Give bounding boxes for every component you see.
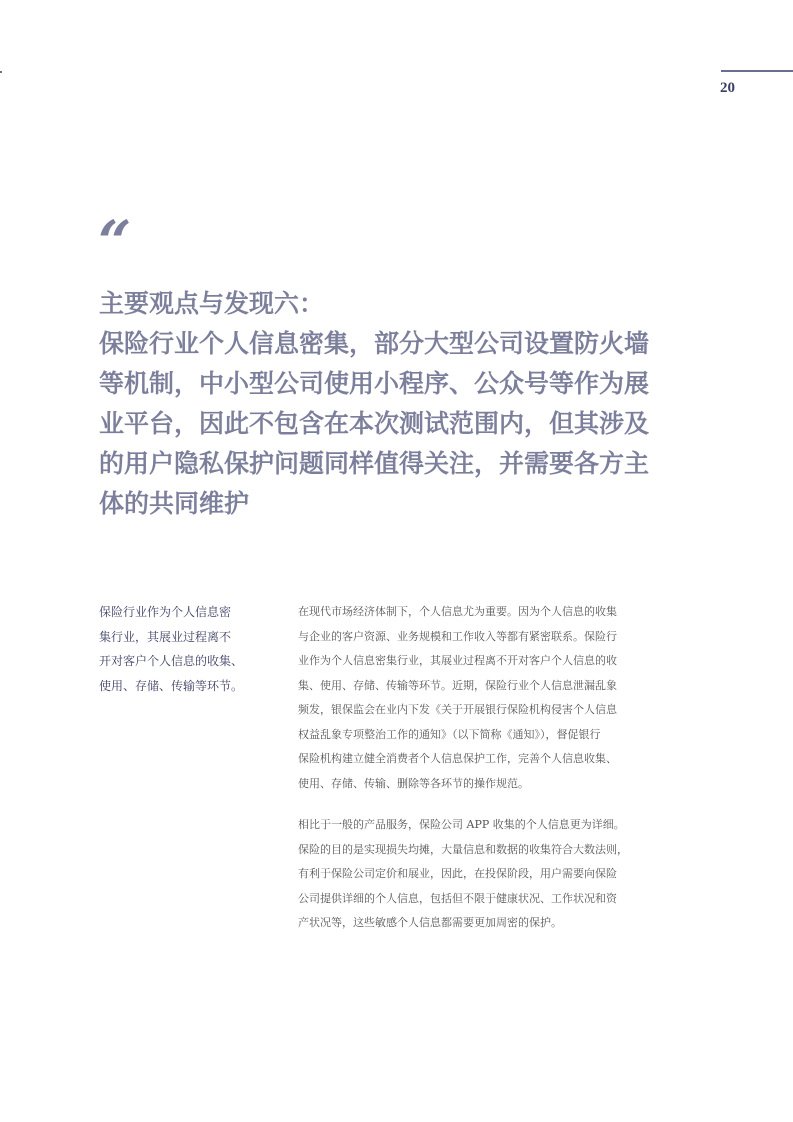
summary-line: 开对客户个人信息的收集、 <box>99 654 244 668</box>
heading-line: 保险行业个人信息密集，部分大型公司设置防火墙 <box>99 329 650 358</box>
body-line: 使用、存储、传输、删除等各环节的操作规范。 <box>298 776 529 790</box>
heading-line: 的用户隐私保护问题同样值得关注，并需要各方主 <box>99 449 650 478</box>
body-line: 频发，银保监会在业内下发《关于开展银行保险机构侵害个人信息 <box>298 703 617 716</box>
body-line: 保险的目的是实现损失均摊，大量信息和数据的收集符合大数法则， <box>298 842 628 856</box>
body-line: 权益乱象专项整治工作的通知》（以下简称《通知》），督促银行 <box>298 727 601 741</box>
body-line: 在现代市场经济体制下，个人信息尤为重要。因为个人信息的收集 <box>298 605 617 618</box>
body-line: 有利于保险公司定价和展业，因此，在投保阶段，用户需要向保险 <box>298 867 617 880</box>
header-rule <box>721 70 793 72</box>
body-line: 与企业的客户资源、业务规模和工作收入等都有紧密联系。保险行 <box>298 629 617 643</box>
heading-line: 体的共同维护 <box>99 489 250 518</box>
summary-line: 保险行业作为个人信息密 <box>99 605 232 619</box>
sidebar-summary <box>99 600 269 698</box>
body-line: 产状况等，这些敏感个人信息都需要更加周密的保护。 <box>298 916 562 929</box>
body-line: 相比于一般的产品服务，保险公司 APP 收集的个人信息更为详细。 <box>298 818 625 831</box>
heading-line: 等机制，中小型公司使用小程序、公众号等作为展 <box>99 369 650 398</box>
body-text <box>298 600 698 936</box>
body-paragraph-2 <box>298 813 698 936</box>
quote-mark-icon: “ <box>98 208 132 276</box>
body-paragraph-1 <box>298 600 698 796</box>
body-line: 保险机构建立健全消费者个人信息保护工作，完善个人信息收集、 <box>298 752 617 765</box>
body-line: 集、使用、存储、传输等环节。近期，保险行业个人信息泄漏乱象 <box>298 678 617 692</box>
summary-line: 集行业，其展业过程离不 <box>99 629 232 644</box>
heading-line: 业平台，因此不包含在本次测试范围内，但其涉及 <box>99 409 650 438</box>
body-line: 公司提供详细的个人信息，包括但不限于健康状况、工作状况和资 <box>298 891 617 905</box>
summary-line: 使用、存储、传输等环节。 <box>99 678 244 693</box>
body-line: 业作为个人信息密集行业，其展业过程离不开对客户个人信息的收 <box>298 654 617 667</box>
page-number: 20 <box>720 80 735 96</box>
key-finding-heading <box>99 284 699 524</box>
edge-mark <box>0 71 2 73</box>
heading-line: 主要观点与发现六： <box>99 289 325 318</box>
